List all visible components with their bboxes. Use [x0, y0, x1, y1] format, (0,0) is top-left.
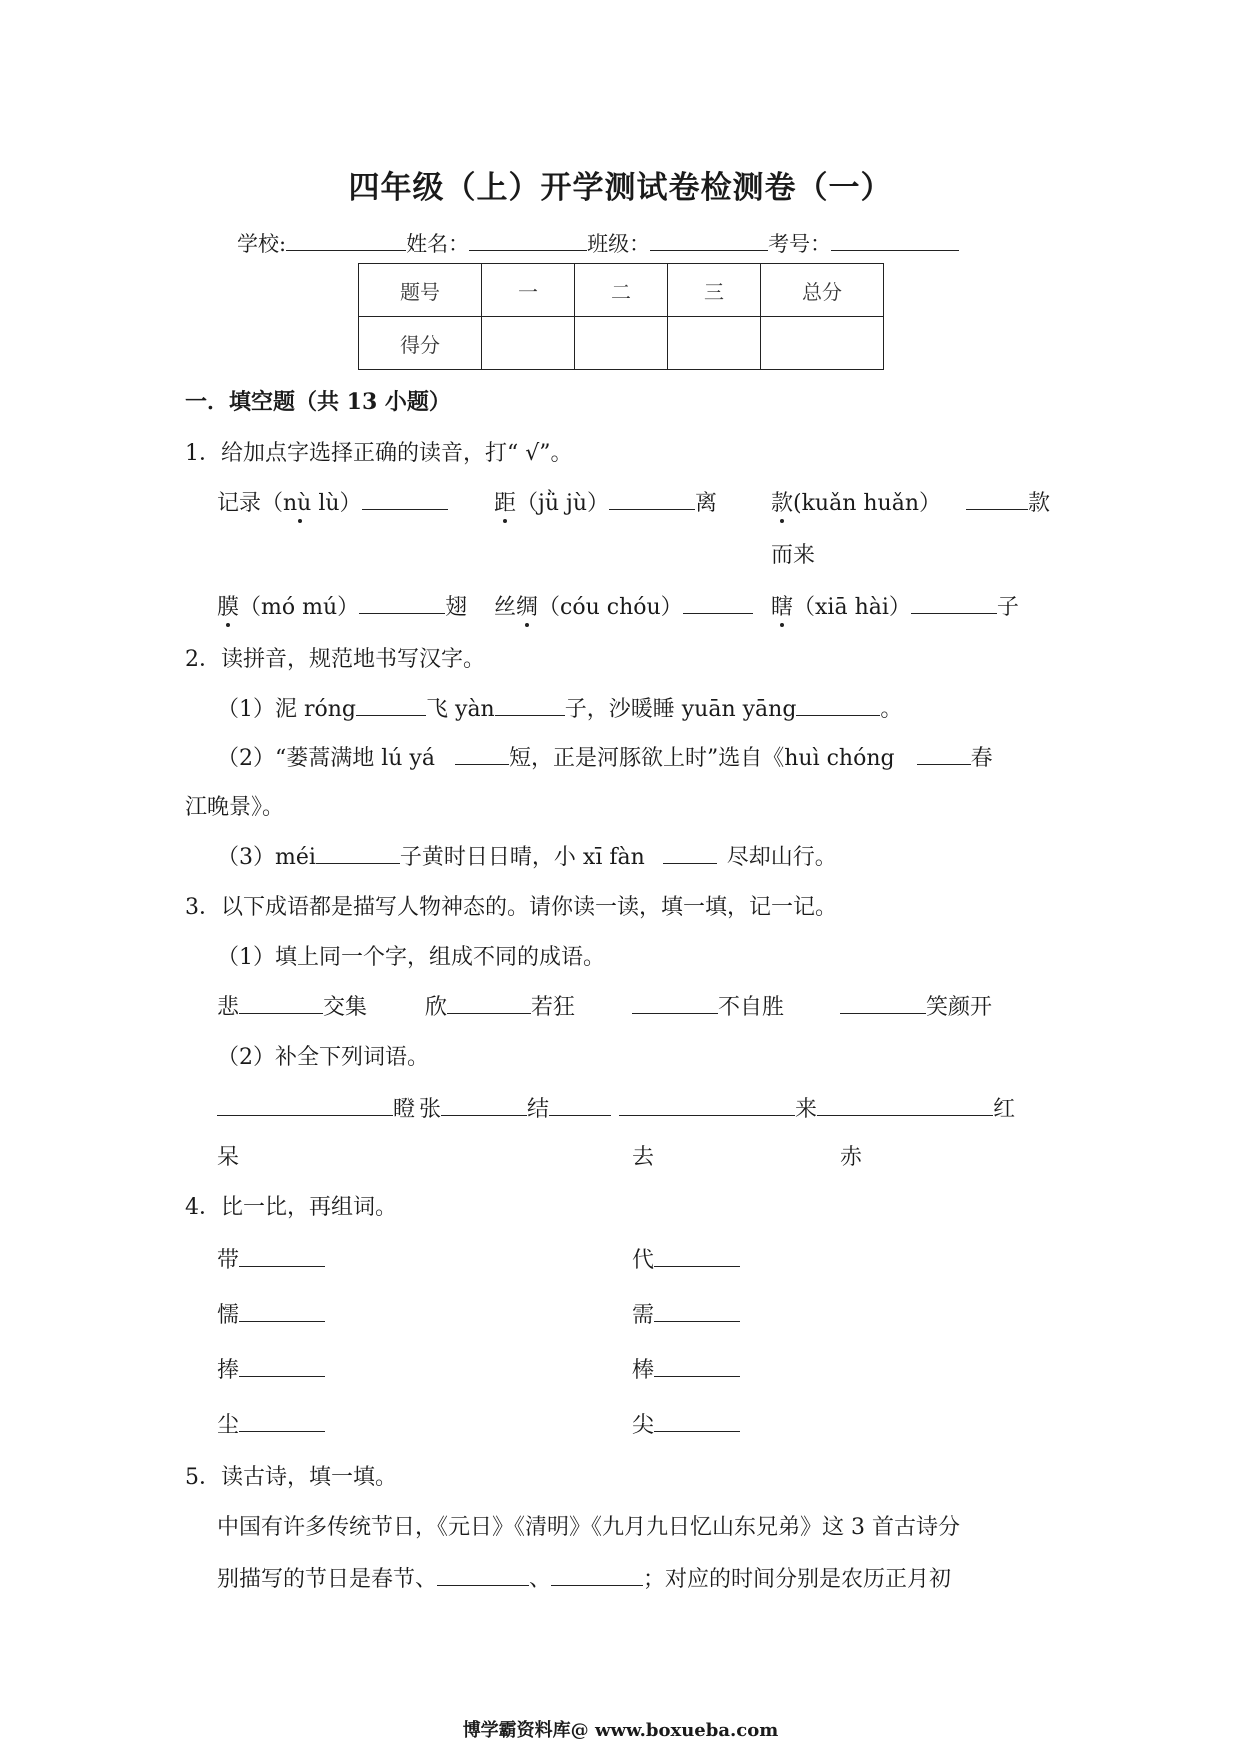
q1-char-dotted: 膜 [217, 595, 240, 620]
q2-blank[interactable] [356, 695, 426, 716]
q2-text: 子黄时日日晴，小 xī fàn [399, 845, 645, 870]
q1-blank[interactable] [966, 489, 1028, 510]
q2-text: 子，沙暖睡 yuān yāng [564, 697, 797, 722]
school-label: 学校: [237, 232, 287, 256]
q4-char: 棒 [632, 1358, 655, 1383]
q2-blank[interactable] [917, 744, 971, 765]
q3-idiom-3 [632, 990, 784, 1021]
q5-text: 、 [529, 1567, 552, 1592]
q1-blank[interactable] [683, 593, 753, 614]
q4-blank[interactable] [654, 1356, 740, 1377]
q3-idiom-1 [217, 990, 367, 1021]
q4-char: 懦 [217, 1303, 240, 1328]
q4-item-left [217, 1408, 325, 1439]
q1-blank[interactable] [362, 489, 448, 510]
table-header-cell: 一 [482, 264, 575, 317]
q4-item-right [632, 1408, 740, 1439]
q1-char-dotted: 距 [494, 491, 517, 516]
q1-blank[interactable] [359, 593, 445, 614]
q1-item-juli [494, 486, 717, 517]
q4-char: 尖 [632, 1413, 655, 1438]
name-blank[interactable] [469, 230, 587, 251]
q4-blank[interactable] [239, 1356, 325, 1377]
q4-char: 尘 [217, 1413, 240, 1438]
q3-text: 悲 [217, 995, 240, 1020]
q3-blank[interactable] [441, 1095, 527, 1116]
student-info-line [237, 228, 959, 258]
q1-item-mochi [217, 590, 467, 621]
q2-text: （1）泥 róng [217, 697, 357, 722]
q3-blank[interactable] [619, 1095, 795, 1116]
q2-text: （3）méi [217, 845, 316, 870]
q1-item-jilu [217, 486, 448, 517]
q3-text: 欣 [425, 995, 448, 1020]
q3-blank[interactable] [817, 1095, 993, 1116]
q3-blank[interactable] [632, 993, 718, 1014]
score-cell[interactable] [668, 317, 761, 370]
q4-blank[interactable] [654, 1246, 740, 1267]
q4-item-left [217, 1353, 325, 1384]
class-label: 班级： [587, 232, 651, 256]
q1-char-dotted: 款 [771, 491, 794, 516]
score-table [358, 263, 884, 370]
q3-words-row [217, 1092, 1015, 1123]
footer-watermark: 博学霸资料库@ www.boxueba.com [462, 1720, 779, 1741]
q5-text: 别描写的节日是春节、 [217, 1567, 438, 1592]
q1-blank[interactable] [609, 489, 695, 510]
score-cell[interactable] [482, 317, 575, 370]
q3-text: 张 [419, 1097, 442, 1122]
q1-pinyin: （xiā hài） [793, 595, 911, 620]
q3-word-continuation: 呆 [217, 1145, 240, 1170]
q1-item-kuan [771, 486, 1050, 517]
q2-blank[interactable] [796, 695, 880, 716]
page-title: 四年级（上）开学测试卷检测卷（一） [348, 170, 893, 206]
q1-pinyin: (kuǎn huǎn） [793, 491, 942, 516]
question-2-stem: 2．读拼音，规范地书写汉字。 [185, 647, 485, 672]
q2-sub-2 [217, 741, 993, 772]
q1-char: 款 [1028, 491, 1051, 516]
q1-char-dotted: 瞎 [771, 595, 794, 620]
q3-idiom-2 [425, 990, 575, 1021]
q1-pinyin: （cóu chóu） [538, 595, 683, 620]
table-row [359, 264, 884, 317]
q3-blank[interactable] [239, 993, 323, 1014]
score-cell[interactable] [761, 317, 884, 370]
q1-item-xiazi [771, 590, 1019, 621]
q2-sub-2-continuation: 江晚景》。 [185, 795, 285, 820]
q5-line-1: 中国有许多传统节日，《元日》《清明》《九月九日忆山东兄弟》这 3 首古诗分 [217, 1515, 960, 1540]
q4-char: 捧 [217, 1358, 240, 1383]
q4-blank[interactable] [239, 1246, 325, 1267]
q4-blank[interactable] [239, 1411, 325, 1432]
q2-blank[interactable] [455, 744, 509, 765]
class-blank[interactable] [650, 230, 768, 251]
table-header-cell: 二 [575, 264, 668, 317]
exam-number-label: 考号： [768, 232, 832, 256]
q3-blank[interactable] [217, 1095, 393, 1116]
q2-text: 飞 yàn [426, 697, 495, 722]
q2-text: 春 [970, 746, 993, 771]
q3-sub-1: （1）填上同一个字，组成不同的成语。 [217, 945, 605, 970]
q4-char: 需 [632, 1303, 655, 1328]
q4-blank[interactable] [654, 1411, 740, 1432]
section-heading: 一．填空题（共 13 小题） [185, 389, 451, 415]
exam-number-blank[interactable] [831, 230, 959, 251]
q4-item-right [632, 1243, 740, 1274]
q5-blank[interactable] [551, 1565, 643, 1586]
q3-text: 若狂 [531, 995, 576, 1020]
q3-blank[interactable] [549, 1095, 611, 1116]
q4-blank[interactable] [239, 1301, 325, 1322]
q2-text: 短，正是河豚欲上时”选自《huì chóng [508, 746, 895, 771]
q1-pinyin: （jǜ jù） [516, 491, 609, 516]
q3-text: 结 [527, 1097, 550, 1122]
q5-line-2 [217, 1562, 951, 1593]
table-row-label: 得分 [359, 317, 482, 370]
question-1-stem: 1．给加点字选择正确的读音，打“ √”。 [185, 441, 573, 466]
q5-text: ；对应的时间分别是农历正月初 [643, 1567, 952, 1592]
table-header-cell: 三 [668, 264, 761, 317]
question-4-stem: 4．比一比，再组词。 [185, 1195, 397, 1220]
q2-text: 。 [880, 697, 903, 722]
q3-idiom-4 [840, 990, 992, 1021]
table-header-cell: 题号 [359, 264, 482, 317]
q2-blank[interactable] [495, 695, 565, 716]
q1-char: 记 [217, 491, 240, 516]
q1-item-sichou [494, 590, 753, 621]
q1-char: 翅 [445, 595, 468, 620]
q3-word-continuation: 赤 [840, 1145, 863, 1170]
q4-char: 代 [632, 1248, 655, 1273]
q2-blank[interactable] [316, 843, 400, 864]
school-blank[interactable] [286, 230, 406, 251]
q3-text: 瞪 [393, 1097, 416, 1122]
q3-sub-2: （2）补全下列词语。 [217, 1045, 429, 1070]
q1-char-dotted: 绸 [516, 595, 539, 620]
q3-word-continuation: 去 [632, 1145, 655, 1170]
q1-char: 丝 [494, 595, 517, 620]
name-label: 姓名： [406, 232, 470, 256]
q1-char: 子 [996, 595, 1019, 620]
q4-char: 带 [217, 1248, 240, 1273]
q3-blank[interactable] [447, 993, 531, 1014]
q2-sub-1 [217, 692, 902, 723]
q1-char: 离 [695, 491, 718, 516]
score-cell[interactable] [575, 317, 668, 370]
q1-char-dotted: 录（nù lù） [239, 491, 362, 516]
q3-text: 来 [795, 1097, 818, 1122]
q4-item-right [632, 1298, 740, 1329]
q4-item-right [632, 1353, 740, 1384]
q4-item-left [217, 1298, 325, 1329]
q2-sub-3 [217, 840, 837, 871]
q5-blank[interactable] [437, 1565, 529, 1586]
q4-blank[interactable] [654, 1301, 740, 1322]
table-header-cell: 总分 [761, 264, 884, 317]
q2-blank[interactable] [663, 843, 717, 864]
q4-item-left [217, 1243, 325, 1274]
q1-blank[interactable] [911, 593, 997, 614]
table-row [359, 317, 884, 370]
q2-text: （2）“蒌蒿满地 lú yá [217, 746, 435, 771]
q3-text: 红 [993, 1097, 1016, 1122]
q2-text: 尽却山行。 [726, 845, 837, 870]
q3-text: 笑颜开 [926, 995, 993, 1020]
question-3-stem: 3．以下成语都是描写人物神态的。请你读一读，填一填，记一记。 [185, 895, 837, 920]
q1-item-continuation: 而来 [771, 543, 816, 568]
question-5-stem: 5．读古诗，填一填。 [185, 1465, 397, 1490]
q3-text: 交集 [323, 995, 368, 1020]
q3-text: 不自胜 [718, 995, 785, 1020]
q1-pinyin: （mó mú） [239, 595, 360, 620]
q3-blank[interactable] [840, 993, 926, 1014]
